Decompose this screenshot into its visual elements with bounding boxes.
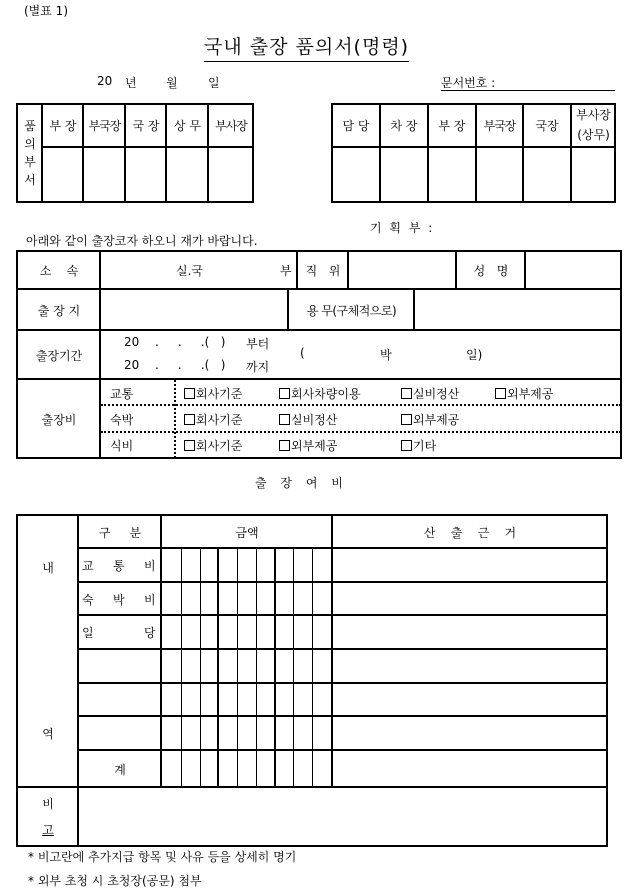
signature-box[interactable] xyxy=(572,148,614,201)
basis-input[interactable] xyxy=(333,615,606,648)
signature-box[interactable] xyxy=(333,148,379,201)
col-header-category: 구 분 xyxy=(98,525,142,540)
expense-row-label-lodging: 숙박 xyxy=(110,413,134,427)
signature-box[interactable] xyxy=(43,148,82,201)
period-to-prefix: 20 xyxy=(124,358,140,372)
date-year: 년 xyxy=(125,76,137,90)
amount-input[interactable] xyxy=(162,716,331,749)
option-label: 회사기준 xyxy=(196,387,243,401)
amount-input[interactable] xyxy=(162,649,331,682)
signature-box[interactable] xyxy=(381,148,427,201)
affiliation-division: 실.국 xyxy=(176,264,203,278)
approval-left-header: 상 무 xyxy=(174,119,201,133)
row-label-char: 박 xyxy=(113,593,125,607)
side-char: 부 xyxy=(24,155,36,169)
checkbox-icon[interactable] xyxy=(184,414,195,425)
checkbox-icon[interactable] xyxy=(495,388,506,399)
details-side-label-top: 내 xyxy=(42,560,54,575)
basis-input[interactable] xyxy=(333,716,606,749)
expense-row-label-transport: 교통 xyxy=(110,387,134,401)
signature-box[interactable] xyxy=(477,148,522,201)
total-label: 계 xyxy=(114,762,126,777)
meals-option-other[interactable] xyxy=(401,437,436,454)
col-header-basis: 산 출 근 거 xyxy=(423,525,517,540)
date-day: 일 xyxy=(208,76,220,90)
checkbox-icon[interactable] xyxy=(401,440,412,451)
transport-option-company-standard[interactable] xyxy=(184,385,242,402)
name-label: 성 명 xyxy=(473,264,509,278)
doc-number-label: 문서번호 : xyxy=(441,76,496,90)
checkbox-icon[interactable] xyxy=(401,414,412,425)
amount-input[interactable] xyxy=(162,548,331,581)
days-label: 일) xyxy=(466,348,483,362)
checkbox-icon[interactable] xyxy=(279,388,290,399)
position-label: 직 위 xyxy=(305,264,341,278)
option-label: 실비정산 xyxy=(413,387,460,401)
lodging-option-company-standard[interactable] xyxy=(184,411,242,428)
nights-label: 박 xyxy=(380,348,392,362)
signature-box[interactable] xyxy=(429,148,475,201)
row-label-char: 당 xyxy=(144,626,156,640)
option-label: 외부제공 xyxy=(413,413,460,427)
side-char: 서 xyxy=(24,173,36,187)
meals-option-external[interactable] xyxy=(279,437,337,454)
details-side-label-bottom: 역 xyxy=(42,726,54,741)
purpose-input[interactable] xyxy=(415,290,620,329)
note-line: * 비고란에 추가지급 항목 및 사유 등을 상세히 명기 xyxy=(28,850,297,864)
option-label: 회사기준 xyxy=(196,413,243,427)
approval-right-header: 국장 xyxy=(535,119,559,133)
expense-label: 출장비 xyxy=(41,412,77,427)
signature-box[interactable] xyxy=(524,148,570,201)
amount-input[interactable] xyxy=(162,582,331,614)
meals-option-company-standard[interactable] xyxy=(184,437,242,454)
side-char: 의 xyxy=(24,137,36,151)
affiliation-dept: 부 xyxy=(280,264,292,278)
basis-input[interactable] xyxy=(333,649,606,682)
option-label: 회사차량이용 xyxy=(291,387,361,401)
checkbox-icon[interactable] xyxy=(279,414,290,425)
approval-side-label xyxy=(18,108,42,198)
lodging-option-actual-cost[interactable] xyxy=(279,411,337,428)
period-from-dots: . . .( ) xyxy=(155,335,226,349)
doc-number-field[interactable] xyxy=(441,90,615,91)
row-label-char: 비 xyxy=(144,593,156,607)
date-year-prefix: 20 xyxy=(97,74,113,88)
period-label: 출장기간 xyxy=(35,348,83,363)
vp-sub-label: (상무) xyxy=(577,127,610,142)
basis-input[interactable] xyxy=(333,548,606,581)
purpose-label: 용 무(구체적으로) xyxy=(306,303,397,318)
destination-input[interactable] xyxy=(101,290,287,329)
basis-input[interactable] xyxy=(333,582,606,614)
approval-right-header: 부 장 xyxy=(438,119,466,133)
destination-label: 출 장 지 xyxy=(37,303,81,318)
checkbox-icon[interactable] xyxy=(184,440,195,451)
signature-box[interactable] xyxy=(84,148,124,201)
affiliation-input[interactable] xyxy=(101,252,296,288)
approval-left-header: 국 장 xyxy=(132,119,160,133)
signature-box[interactable] xyxy=(126,148,165,201)
transport-option-actual-cost[interactable] xyxy=(401,385,459,402)
option-label: 실비정산 xyxy=(291,413,338,427)
row-label-char: 일 xyxy=(82,626,94,640)
annex-label: (별표 1) xyxy=(24,4,68,18)
basis-input[interactable] xyxy=(333,683,606,715)
dotted-row-line xyxy=(101,404,621,406)
dotted-row-line xyxy=(101,431,621,433)
checkbox-icon[interactable] xyxy=(184,388,195,399)
transport-option-external[interactable] xyxy=(495,385,553,402)
row-label-char: 교 xyxy=(82,559,94,573)
position-input[interactable] xyxy=(349,252,455,288)
remarks-input[interactable] xyxy=(79,788,606,845)
row-label-char: 비 xyxy=(144,559,156,573)
option-label: 기타 xyxy=(413,439,437,453)
lodging-option-external[interactable] xyxy=(401,411,459,428)
remarks-char: 고 xyxy=(42,823,54,837)
approval-left-header: 부 장 xyxy=(49,119,77,133)
amount-input[interactable] xyxy=(162,615,331,648)
row-line xyxy=(78,749,607,751)
approval-left-header: 부사장 xyxy=(215,119,247,133)
date-month: 월 xyxy=(166,76,178,90)
name-input[interactable] xyxy=(526,252,620,288)
period-to-suffix: 까지 xyxy=(246,360,270,374)
note-line: * 외부 초청 시 초청장(공문) 첨부 xyxy=(28,874,202,888)
remarks-label xyxy=(18,788,78,846)
period-from-suffix: 부터 xyxy=(246,337,270,351)
period-to-dots: . . .( ) xyxy=(155,358,226,372)
signature-box[interactable] xyxy=(209,148,252,201)
checkbox-icon[interactable] xyxy=(401,388,412,399)
approval-right-header: 부국장 xyxy=(483,119,516,133)
row-line xyxy=(16,378,621,380)
remarks-char: 비 xyxy=(42,797,54,811)
row-label-char: 숙 xyxy=(82,593,94,607)
nights-open: ( xyxy=(300,346,305,360)
dotted-col-line xyxy=(174,380,176,458)
expense-row-label-meals: 식비 xyxy=(110,439,134,453)
page-title: 국내 출장 품의서(명령) xyxy=(204,32,409,62)
amount-input[interactable] xyxy=(162,683,331,715)
travel-expense-title: 출 장 여 비 xyxy=(255,476,348,490)
affiliation-label: 소 속 xyxy=(39,264,79,278)
transport-option-company-vehicle[interactable] xyxy=(279,385,361,402)
side-char: 품 xyxy=(24,119,36,133)
request-sentence: 아래와 같이 출장코자 하오니 재가 바랍니다. xyxy=(26,234,258,248)
option-label: 외부제공 xyxy=(507,387,554,401)
option-label: 외부제공 xyxy=(291,439,338,453)
planning-dept-label: 기 획 부 : xyxy=(370,221,435,235)
signature-box[interactable] xyxy=(167,148,207,201)
approval-right-header: 차 장 xyxy=(390,119,418,133)
approval-right-header: 담 당 xyxy=(342,119,370,133)
period-from-prefix: 20 xyxy=(124,335,140,349)
approval-left-header: 부국장 xyxy=(88,119,121,133)
row-label-char: 통 xyxy=(113,559,125,573)
vp-label: 부사장 xyxy=(576,107,611,122)
checkbox-icon[interactable] xyxy=(279,440,290,451)
option-label: 회사기준 xyxy=(196,439,243,453)
col-header-amount: 금액 xyxy=(235,525,259,540)
approval-right-header-vp xyxy=(572,103,615,146)
